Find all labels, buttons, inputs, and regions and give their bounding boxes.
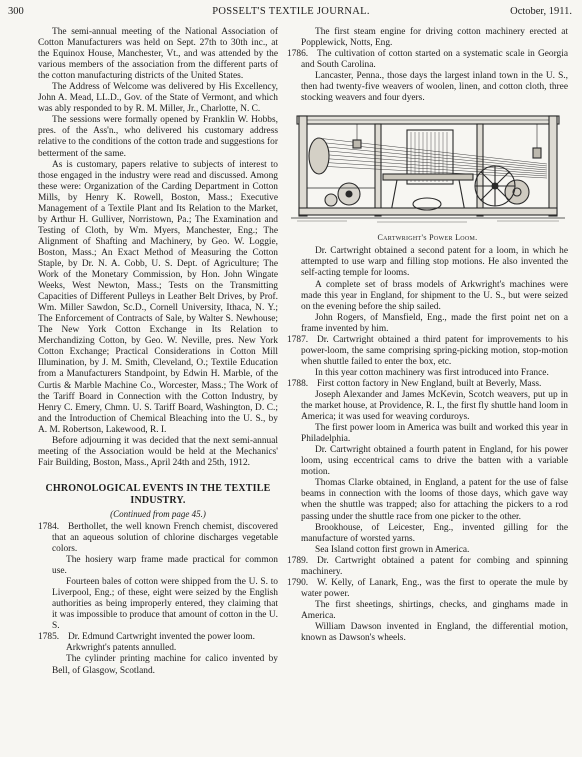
- power-loom-illustration: [287, 108, 568, 230]
- entry-text: Dr. Cartwright obtained a second patent for a loom, in which he attempted to use warp and filling stop motions. He also invented the self-acting temple for looms.: [301, 246, 568, 279]
- entry-text: A complete set of brass models of Arkwright's machines were made this year in England, for shipment to the U. S., but were seized on the evening before the ship sailed.: [301, 279, 568, 312]
- chronology-entry: [287, 379, 568, 390]
- entry-text: The cylinder printing machine for calico invented by Bell, of Glasgow, Scotland.: [52, 654, 278, 676]
- chronology-entry: [38, 632, 278, 643]
- paragraph: The semi-annual meeting of the National Association of Cotton Manufacturers was held on Sept. 27th to 30th inc., at the Equinox House, Manchester, Vt., and was attended by the various members of the association from the different parts of the cotton manufacturing districts of the United States.: [38, 27, 278, 82]
- chronology-entry: [287, 71, 568, 104]
- paragraph: The sessions were formally opened by Franklin W. Hobbs, pres. of the Ass'n., who delivered his customary address relative to the conditions of the cotton trade and suggestions for betterment of the same.: [38, 115, 278, 159]
- entry-text: The hosiery warp frame made practical for common use.: [52, 555, 278, 577]
- chronology-entry: [287, 478, 568, 522]
- chronology-entry: [38, 577, 278, 632]
- paragraph: As is customary, papers relative to subjects of interest to those engaged in the industry were read and discussed. Among these were: Organization of the Carding Department in Cotton Mills, by Henry K. Rowell, Boston, Mass.; Executive Management of a Textile Plant and Its Relation to the Market, by Arthur H. Gulliver, Norristown, Pa.; The Examination and Testing of Cloth, by Wm. Myers, Manchester, Eng.; The Alignment of Shafting and Machinery, by Geo. W. Loggie, Boston, Mass.; An Exact Method of Measuring the Cotton Staple, by Dr. N. A. Cobb, U. S. Dept. of Agriculture; The Work of the Monetary Commission, by Hon. John Wingate Weeks, West Newton, Mass.; Tests on the Transmitting Capacities of Different Pulleys in Leather Belt Drives, by Prof. Wm. Miller Sawdon, Sc.D., Cornell University, Ithaca, N. Y.; The Enforcement of Contracts of Sale, by Walter S. Newhouse; The New York Cotton Exchange in Its Relation to Merchandizing Cotton, by Geo. W. Neville, pres. New York Cotton Exchange; Practical Considerations in Cotton Mill Illumination, by J. M. Smith, Cleveland, O.; Textile Education from a Manufacturers Standpoint, by Edwin H. Marble, of the Curtis & Marble Machine Co., Worcester, Mass.; The Work of the Tariff Board in Connection with the Cotton Industry, by Henry C. Emery, Chmn. U. S. Tariff Board, Washington, D. C.; and the Introduction of Chemical Bleaching into the U. S., by A. M. Robertson, Lakewood, R. I.: [38, 159, 278, 435]
- chronology-entry: [287, 622, 568, 644]
- entry-year: 1786.: [287, 49, 309, 60]
- paragraph: The Address of Welcome was delivered by His Excellency, John A. Mead, LL.D., Gov. of the State of Vermont, and which was ably responded to by R. M. Miller, Jr., Charlotte, N. C.: [38, 82, 278, 115]
- entry-text: In this year cotton machinery was first introduced into France.: [315, 367, 549, 378]
- entry-text: Sea Island cotton first grown in America.: [315, 544, 470, 555]
- chronology-entry: [287, 246, 568, 279]
- entry-text: First cotton factory in New England, built at Beverly, Mass.: [317, 378, 542, 389]
- entry-text: Joseph Alexander and James McKevin, Scotch weavers, put up in the market house, at Providence, R. I., the first fly shuttle hand loom in America; it was used for weaving corduroys.: [301, 389, 568, 423]
- entry-text: Dr. Cartwright obtained a third patent for improvements to his power-loom, the same comprising spring-picking motion, stop-motion when shuttle failed to enter the box, etc.: [301, 334, 568, 367]
- chronology-entry: [287, 445, 568, 478]
- section-subtitle: (Continued from page 45.): [110, 508, 206, 519]
- entry-text: William Dawson invented in England, the differential motion, known as Dawson's wheels.: [301, 621, 568, 644]
- entry-text: Arkwright's patents annulled.: [66, 643, 177, 654]
- chronology-entry: [287, 49, 568, 71]
- chronology-entry: [287, 600, 568, 622]
- chronology-entry: [38, 643, 278, 654]
- entry-text: John Rogers, of Mansfield, Eng., made the first point net on a frame invented by him.: [301, 312, 568, 334]
- page-number: 300: [8, 6, 24, 17]
- entry-text: Fourteen bales of cotton were shipped from the U. S. to Liverpool, Eng.; of these, eight were seized by the English authorities as being improperly entered, they claiming that it was impossible to produce that amount of cotton in the U. S.: [52, 577, 278, 632]
- entry-text: Thomas Clarke obtained, in England, a patent for the use of false beams in connection with the looms of those days, which gave way when the shuttle was trapped; also for attaching the pickers to a rod passing under the shuttle race from one picker to the other.: [301, 478, 568, 522]
- entry-text: Dr. Cartwright obtained a patent for combing and spinning machinery.: [301, 555, 568, 577]
- chronology-entry: [287, 423, 568, 445]
- chronology-entry: [38, 654, 278, 676]
- journal-title: POSSELT'S TEXTILE JOURNAL.: [212, 6, 370, 17]
- chronology-list: [287, 246, 568, 644]
- entry-text: Brookhouse, of Leicester, Eng., invented gilling for the manufacture of worsted yarns.: [301, 522, 568, 544]
- entry-year: 1787.: [287, 334, 309, 345]
- chronology-list: [38, 522, 278, 677]
- section-title: CHRONOLOGICAL EVENTS IN THE TEXTILE INDUSTRY.: [45, 482, 271, 506]
- entry-text: Lancaster, Penna., those days the largest inland town in the U. S., then had twenty-five weavers of woolen, linen, and cotton cloth, three stocking weavers and four dyers.: [301, 71, 568, 104]
- left-column: [38, 27, 278, 677]
- chronology-entry: [287, 313, 568, 335]
- entry-year: 1789.: [287, 555, 309, 566]
- entry-year: 1790.: [287, 577, 309, 588]
- entry-year: 1785.: [38, 632, 60, 643]
- chronology-entry: [38, 555, 278, 577]
- chronology-entry: [287, 280, 568, 313]
- page-header: [0, 6, 582, 20]
- figure-caption: Cartwright's Power Loom.: [377, 233, 478, 243]
- chronology-entry: [287, 335, 568, 368]
- entry-text: Berthollet, the well known French chemist, discovered that an aqueous solution of chlorine discharges vegetable colors.: [52, 521, 278, 555]
- chronology-entry: [287, 523, 568, 545]
- chronology-entry: [287, 368, 568, 379]
- entry-year: 1788.: [287, 378, 309, 389]
- entry-text: The first steam engine for driving cotton machinery erected at Popplewick, Notts, Eng.: [301, 27, 568, 49]
- entry-year: 1784.: [38, 521, 60, 532]
- chronology-entry: [287, 27, 568, 49]
- chronology-entry: [287, 545, 568, 556]
- chronology-entry: [287, 578, 568, 600]
- entry-text: The first power loom in America was built and worked this year in Philadelphia.: [301, 423, 568, 445]
- chronology-entry: [287, 556, 568, 578]
- chronology-entry: [287, 390, 568, 423]
- entry-text: The cultivation of cotton started on a systematic scale in Georgia and South Carolina.: [301, 49, 568, 71]
- loom-engraving: [287, 108, 568, 230]
- chronology-list: [287, 27, 568, 104]
- entry-text: The first sheetings, shirtings, checks, and ginghams made in America.: [301, 599, 568, 621]
- issue-date: October, 1911.: [510, 6, 572, 17]
- entry-text: Dr. Cartwright obtained a fourth patent in England, for his power loom, using eccentrical cams to drive the batten with a variable motion.: [301, 445, 568, 478]
- paragraph: Before adjourning it was decided that the next semi-annual meeting of the Association would be held at the Mechanics' Fair Building, Boston, Mass., April 24th and 25th, 1912.: [38, 435, 278, 468]
- chronology-entry: [38, 522, 278, 555]
- entry-text: Dr. Edmund Cartwright invented the power loom.: [68, 632, 255, 643]
- right-column: [287, 27, 568, 644]
- entry-text: W. Kelly, of Lanark, Eng., was the first to operate the mule by water power.: [301, 577, 568, 599]
